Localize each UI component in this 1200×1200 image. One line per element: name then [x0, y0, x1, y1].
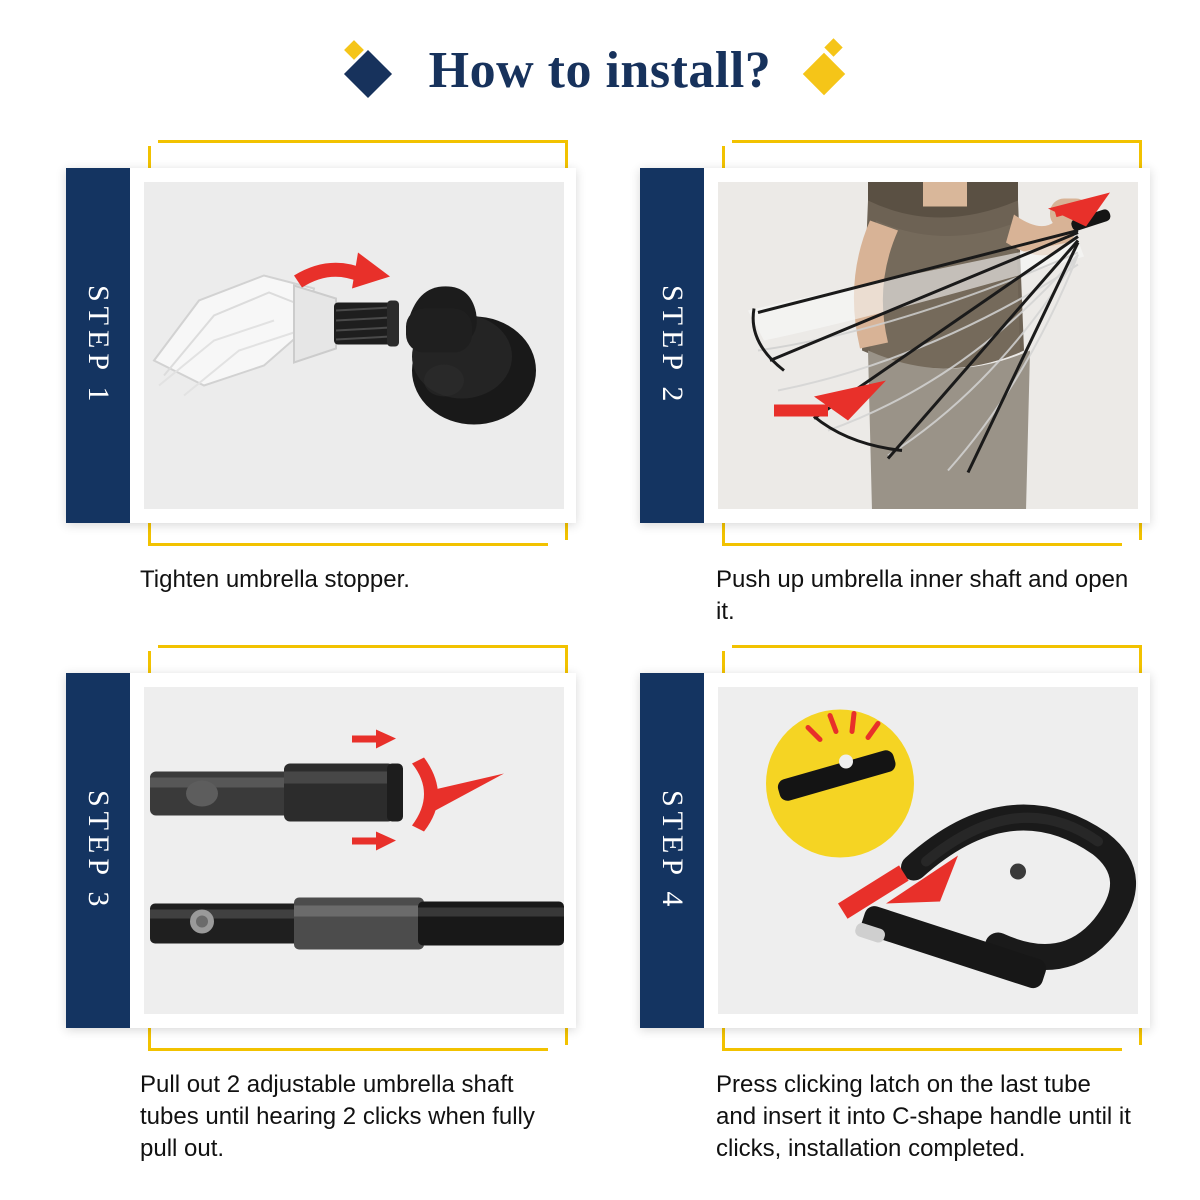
c-handle-insert-illustration — [718, 687, 1138, 1014]
step-frame-3 — [58, 645, 568, 1055]
step-frame-4 — [632, 645, 1142, 1055]
umbrella-stopper-illustration — [144, 182, 564, 509]
step-bar-1 — [66, 168, 130, 523]
step-card-2 — [632, 140, 1142, 627]
step-frame-2 — [632, 140, 1142, 550]
step-label-1: STEP 1 — [82, 284, 115, 407]
shaft-tubes-illustration — [144, 687, 564, 1014]
step-bar-4 — [640, 673, 704, 1028]
page-header — [0, 0, 1200, 140]
person-opening-umbrella-illustration — [718, 182, 1138, 509]
step-image-2 — [718, 182, 1138, 509]
step-caption-2: Push up umbrella inner shaft and open it. — [716, 566, 1129, 625]
diamond-decoration-left — [345, 41, 403, 99]
step-card-body-2 — [640, 168, 1150, 523]
header-inner — [345, 6, 856, 135]
step-card-4 — [632, 645, 1142, 1164]
step-caption-4: Press clicking latch on the last tube and insert it into C-shape handle until it clicks, installation completed. — [716, 1071, 1131, 1162]
step-image-3 — [144, 687, 564, 1014]
step-image-1 — [144, 182, 564, 509]
page-title: How to install? — [428, 41, 772, 99]
step-frame-1 — [58, 140, 568, 550]
step-label-4: STEP 4 — [656, 790, 689, 912]
step-image-4 — [718, 687, 1138, 1014]
steps-row-1 — [0, 140, 1200, 627]
step-card-1 — [58, 140, 568, 627]
step-card-body-3 — [66, 673, 576, 1028]
step-card-body-4 — [640, 673, 1150, 1028]
steps-grid — [0, 140, 1200, 1164]
step-label-3: STEP 3 — [82, 790, 115, 912]
yellow-diamond-large-icon — [803, 53, 845, 95]
step-bar-3 — [66, 673, 130, 1028]
step-caption-1: Tighten umbrella stopper. — [140, 566, 410, 593]
yellow-diamond-small-icon — [825, 38, 843, 56]
step-card-body-1 — [66, 168, 576, 523]
step-card-3 — [58, 645, 568, 1164]
step-caption-3: Pull out 2 adjustable umbrella shaft tubes until hearing 2 clicks when fully pull out. — [140, 1071, 535, 1162]
step-bar-2 — [640, 168, 704, 523]
steps-row-2 — [0, 645, 1200, 1164]
step-label-2: STEP 2 — [656, 284, 689, 407]
diamond-decoration-right — [797, 41, 855, 99]
